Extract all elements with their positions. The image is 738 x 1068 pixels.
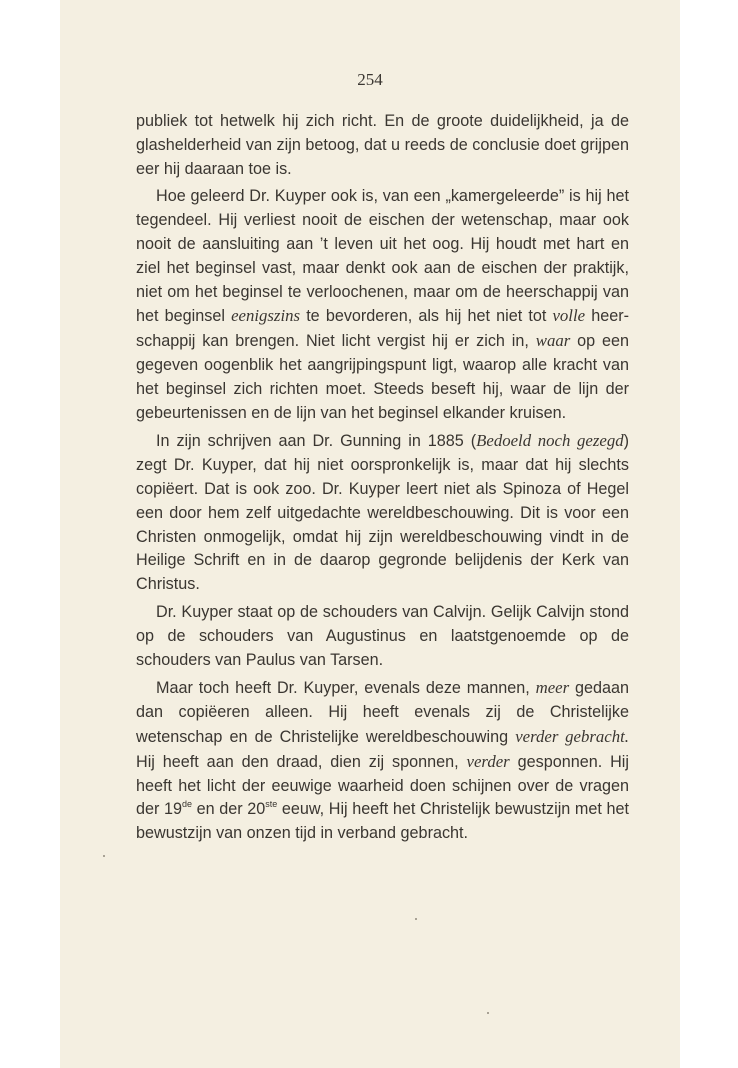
text-run: en der 20 xyxy=(192,800,266,819)
stray-ink-mark xyxy=(487,1012,489,1014)
text-run: In zijn schrijven aan Dr. Gunning in 1885 ( xyxy=(156,432,477,451)
superscript-run: ste xyxy=(265,799,278,810)
paragraph-1 xyxy=(136,110,629,181)
italic-run: Bedoeld noch gezegd xyxy=(476,431,624,451)
stray-ink-mark xyxy=(103,855,105,857)
paragraph-5 xyxy=(136,676,629,846)
text-run: Dr. Kuyper staat op de schouders van Calvijn. Gelijk Calvijn stond op de schouders van Augustinus en laatstgenoemde op de schouders van Paulus van Tarsen. xyxy=(136,602,629,669)
text-run: gedaan dan copiëeren alleen. Hij heeft evenals zij de Christelijke wetenschap en de Christelijke wereldbeschouwing xyxy=(136,679,630,746)
page-number: 254 xyxy=(357,70,383,89)
text-run: publiek tot hetwelk hij zich richt. En de groote duidelijkheid, ja de glashelderheid van zijn betoog, dat u reeds de conclusie doet grijpen eer hij daaraan toe is. xyxy=(136,112,629,178)
text-run: te bevorderen, als hij het niet tot xyxy=(300,307,553,326)
text-run: Maar toch heeft Dr. Kuyper, evenals deze mannen, xyxy=(156,679,536,698)
body-text xyxy=(136,110,629,850)
text-run: op een gegeven oogenblik het aangrijpingspunt ligt, waarop alle kracht van het beginsel zich richten moet. Steeds beseft hij, waar de lijn der gebeurtenissen en de lijn van het beginsel elkander kruisen. xyxy=(136,332,630,422)
italic-run: verder xyxy=(466,751,510,771)
italic-run: waar xyxy=(535,331,571,351)
stray-ink-mark xyxy=(415,918,417,920)
italic-run: eenigszins xyxy=(231,306,301,326)
italic-run: volle xyxy=(552,306,586,326)
text-run: Hoe geleerd Dr. Kuyper ook is, van een „kamergeleerde” is hij het tegendeel. Hij verliest nooit de eischen der wetenschap, maar ook nooit de aansluiting aan ’t leven uit het oog. Hij houdt met hart en ziel het beginsel vast, maar denkt ook aan de eischen der praktijk, niet om het beginsel te verloochenen, maar om de heerschappij van het beginsel xyxy=(136,187,629,326)
superscript-run: de xyxy=(182,799,193,810)
text-run: ) zegt Dr. Kuyper, dat hij niet oorspronkelijk is, maar dat hij slechts copiëert. Dat is ook zoo. Dr. Kuyper leert niet als Spinoza of Hegel een door hem zelf uitgedachte wereldbeschouwing. Dit is voor een Christen onmogelijk, omdat hij zijn wereldbeschouwing vindt in de Heilige Schrift en in de daarop gegronde belijdenis der Kerk van Christus. xyxy=(136,432,630,594)
book-page xyxy=(60,0,680,1068)
text-run: heerschappij kan brengen. Niet licht vergist hij er zich in, xyxy=(136,307,629,351)
text-run: Hij heeft aan den draad, dien zij sponnen, xyxy=(136,752,467,771)
paragraph-4 xyxy=(136,601,629,672)
italic-run: verder gebracht. xyxy=(515,726,629,746)
text-run: gesponnen. Hij heeft het licht der eeuwige waarheid doen schijnen over de vragen der 19 xyxy=(136,752,629,819)
text-run: eeuw, Hij heeft het Christelijk bewustzijn met het bewustzijn van onzen tijd in verband gebracht. xyxy=(136,800,629,843)
italic-run: meer xyxy=(535,678,570,698)
paragraph-2 xyxy=(136,185,629,425)
paragraph-3 xyxy=(136,429,629,597)
